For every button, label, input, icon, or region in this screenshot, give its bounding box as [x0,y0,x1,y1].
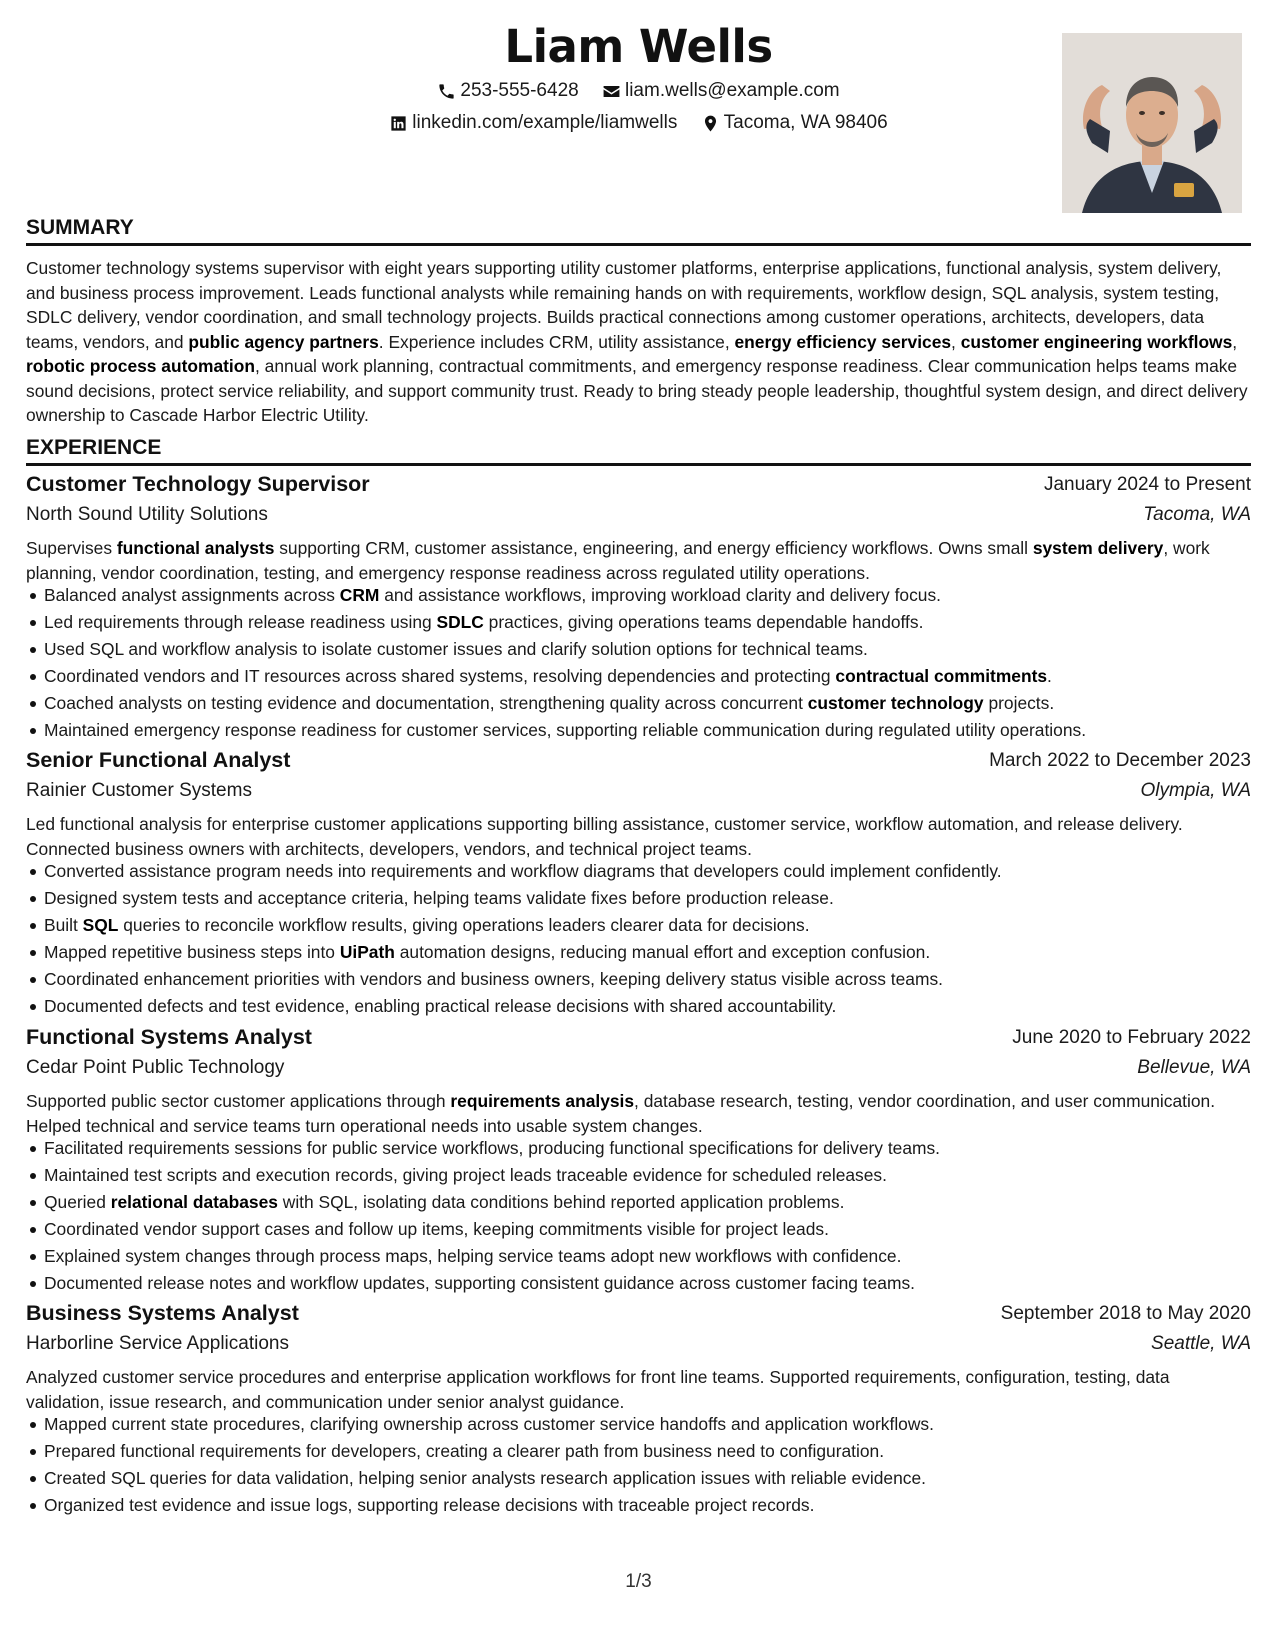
text-run: Designed system tests and acceptance criteria, helping teams validate fixes before production release. [44,888,834,908]
text-run: practices, giving operations teams dependable handoffs. [483,612,924,632]
bullet-item [26,663,1251,690]
job-location: Olympia, WA [1140,780,1251,801]
job-location: Bellevue, WA [1137,1057,1251,1078]
bullet-item [26,939,1251,966]
contact-email[interactable] [602,80,840,102]
job-title: Customer Technology Supervisor [26,472,370,496]
text-run: . Experience includes CRM, utility assistance, [378,331,735,352]
experience-heading: EXPERIENCE [26,436,1251,466]
bullet-item [26,858,1251,885]
bullet-item [26,885,1251,912]
job-location: Tacoma, WA [1143,504,1251,525]
contact-phone [437,80,578,102]
bullet-item [26,717,1251,744]
bold-keyword: requirements analysis [450,1091,635,1111]
text-run: , [1232,331,1238,352]
text-run: Prepared functional requirements for developers, creating a clearer path from business need to configuration. [44,1441,885,1461]
text-run: Led requirements through release readiness using [44,612,437,632]
email-icon [602,82,621,101]
bold-keyword: customer engineering workflows [960,331,1233,352]
bullet-item [26,1135,1251,1162]
job-bullets [26,1135,1251,1297]
bullet-item [26,1162,1251,1189]
job-bullets [26,1411,1251,1519]
text-run: Mapped repetitive business steps into [44,942,340,962]
text-run: Coordinated vendor support cases and follow up items, keeping commitments visible for project leads. [44,1219,829,1239]
text-run: Facilitated requirements sessions for public service workflows, producing functional specifications for delivery teams. [44,1138,941,1158]
bullet-item [26,966,1251,993]
bullet-item [26,1438,1251,1465]
text-run: Customer technology systems supervisor with eight years supporting utility customer platforms, enterprise applications, functional analysis, system delivery, and business process improvement. Leads functional analysts while remaining hands on with requirements, workflow design, SQL analysis, system testing, SDLC delivery, vendor coordination, and small technology projects. Builds practical connections among customer operations, architects, developers, data teams, vendors, and [26,258,1222,352]
text-run: Converted assistance program needs into requirements and workflow diagrams that developers could implement confidently. [44,861,1002,881]
job-title: Business Systems Analyst [26,1301,299,1325]
bold-keyword: SQL [82,915,119,935]
job-bullets [26,582,1251,744]
text-run: , annual work planning, contractual commitments, and emergency response readiness. Clear communication helps teams make sound decisions, protect service reliability, and support community trust. Ready to bring steady people leadership, thoughtful system design, and direct delivery ownership to Cascade Harbor Electric Utility. [26,356,1248,425]
bullet-item [26,1465,1251,1492]
job-location: Seattle, WA [1151,1333,1251,1354]
text-run: Built [44,915,83,935]
bullet-item [26,609,1251,636]
text-run: Documented release notes and workflow updates, supporting consistent guidance across customer facing teams. [44,1273,915,1293]
text-run: supporting CRM, customer assistance, engineering, and energy efficiency workflows. Owns small [274,538,1033,558]
job-dates: June 2020 to February 2022 [1012,1027,1251,1048]
job-description [26,812,1251,861]
job-company: Harborline Service Applications [26,1333,289,1354]
bullet-item [26,582,1251,609]
linkedin-link[interactable]: linkedin.com/example/liamwells [412,112,678,133]
text-run: Maintained emergency response readiness for customer services, supporting reliable communication during regulated utility operations. [44,720,1087,740]
text-run: Organized test evidence and issue logs, supporting release decisions with traceable project records. [44,1495,815,1515]
text-run: Coached analysts on testing evidence and documentation, strengthening quality across concurrent [44,693,808,713]
profile-photo [1062,33,1242,213]
text-run: . [1047,666,1052,686]
text-run: , work planning, vendor coordination, testing, and emergency response readiness across regulated utility operations. [26,538,1210,583]
text-run: Used SQL and workflow analysis to isolate customer issues and clarify solution options for technical teams. [44,639,868,659]
bold-keyword: robotic process automation [26,356,256,376]
bold-keyword: contractual commitments [835,666,1048,686]
text-run: projects. [983,693,1055,713]
phone-icon [437,82,456,101]
text-run: , database research, testing, vendor coordination, and user communication. Helped technical and service teams turn operational needs into usable system changes. [26,1091,1216,1136]
job-description [26,1365,1251,1414]
bullet-item [26,636,1251,663]
bold-keyword: public agency partners [188,331,379,352]
text-run: Coordinated vendors and IT resources across shared systems, resolving dependencies and protecting [44,666,836,686]
page-number: 1/3 [625,1571,652,1592]
text-run: Led functional analysis for enterprise customer applications supporting billing assistance, customer service, workflow automation, and release delivery. Connected business owners with architects, developers, vendors, and technical project teams. [26,814,1183,859]
summary-paragraph [26,256,1251,428]
job-company: North Sound Utility Solutions [26,504,268,525]
job-bullets [26,858,1251,1020]
bullet-item [26,1189,1251,1216]
job-dates: January 2024 to Present [1043,474,1251,495]
job-dates: September 2018 to May 2020 [1000,1303,1251,1324]
bold-keyword: functional analysts [116,538,275,558]
job-dates: March 2022 to December 2023 [989,750,1251,771]
bold-keyword: customer technology [807,693,984,713]
resume-page [26,0,1251,1650]
text-run: Documented defects and test evidence, enabling practical release decisions with shared accountability. [44,996,837,1016]
text-run: and assistance workflows, improving workload clarity and delivery focus. [379,585,941,605]
text-run: Queried [44,1192,111,1212]
text-run: Analyzed customer service procedures and enterprise application workflows for front line teams. Supported requirements, configuration, testing, data validation, issue research, and communication under senior analyst guidance. [26,1367,1170,1412]
job-title: Senior Functional Analyst [26,748,291,772]
job-title: Functional Systems Analyst [26,1025,312,1049]
job-description [26,536,1251,585]
text-run: automation designs, reducing manual effort and exception confusion. [394,942,931,962]
text-run: Balanced analyst assignments across [44,585,340,605]
bold-keyword: SDLC [436,612,484,632]
text-run: , [951,331,961,352]
text-run: Supported public sector customer applications through [26,1091,451,1111]
bullet-item [26,1270,1251,1297]
bullet-item [26,1492,1251,1519]
phone-text: 253-555-6428 [460,80,579,101]
job-company: Cedar Point Public Technology [26,1057,285,1078]
text-run: Created SQL queries for data validation, helping senior analysts research application issues with reliable evidence. [44,1468,926,1488]
bullet-item [26,993,1251,1020]
summary-heading: SUMMARY [26,216,1251,246]
linkedin-icon [389,114,408,133]
bold-keyword: energy efficiency services [734,331,952,352]
bullet-item [26,1411,1251,1438]
location-pin-icon [701,114,720,133]
text-run: with SQL, isolating data conditions behind reported application problems. [277,1192,845,1212]
bold-keyword: system delivery [1032,538,1164,558]
job-description [26,1089,1251,1138]
text-run: Explained system changes through process maps, helping service teams adopt new workflows with confidence. [44,1246,902,1266]
bold-keyword: UiPath [339,942,395,962]
profile-photo-illustration [1062,33,1242,213]
contact-linkedin[interactable] [389,112,677,134]
bullet-item [26,690,1251,717]
contact-location [701,112,888,134]
bullet-item [26,1216,1251,1243]
job-company: Rainier Customer Systems [26,780,252,801]
bullet-item [26,912,1251,939]
text-run: Supervises [26,538,117,558]
text-run: Mapped current state procedures, clarifying ownership across customer service handoffs and application workflows. [44,1414,934,1434]
text-run: queries to reconcile workflow results, giving operations leaders clearer data for decisions. [118,915,810,935]
email-link[interactable]: liam.wells@example.com [624,80,840,101]
bullet-item [26,1243,1251,1270]
candidate-name: Liam Wells [504,20,773,73]
bold-keyword: relational databases [110,1192,278,1212]
location-text: Tacoma, WA 98406 [723,112,888,133]
text-run: Maintained test scripts and execution records, giving project leads traceable evidence for scheduled releases. [44,1165,887,1185]
text-run: Coordinated enhancement priorities with vendors and business owners, keeping delivery status visible across teams. [44,969,943,989]
bold-keyword: CRM [339,585,380,605]
